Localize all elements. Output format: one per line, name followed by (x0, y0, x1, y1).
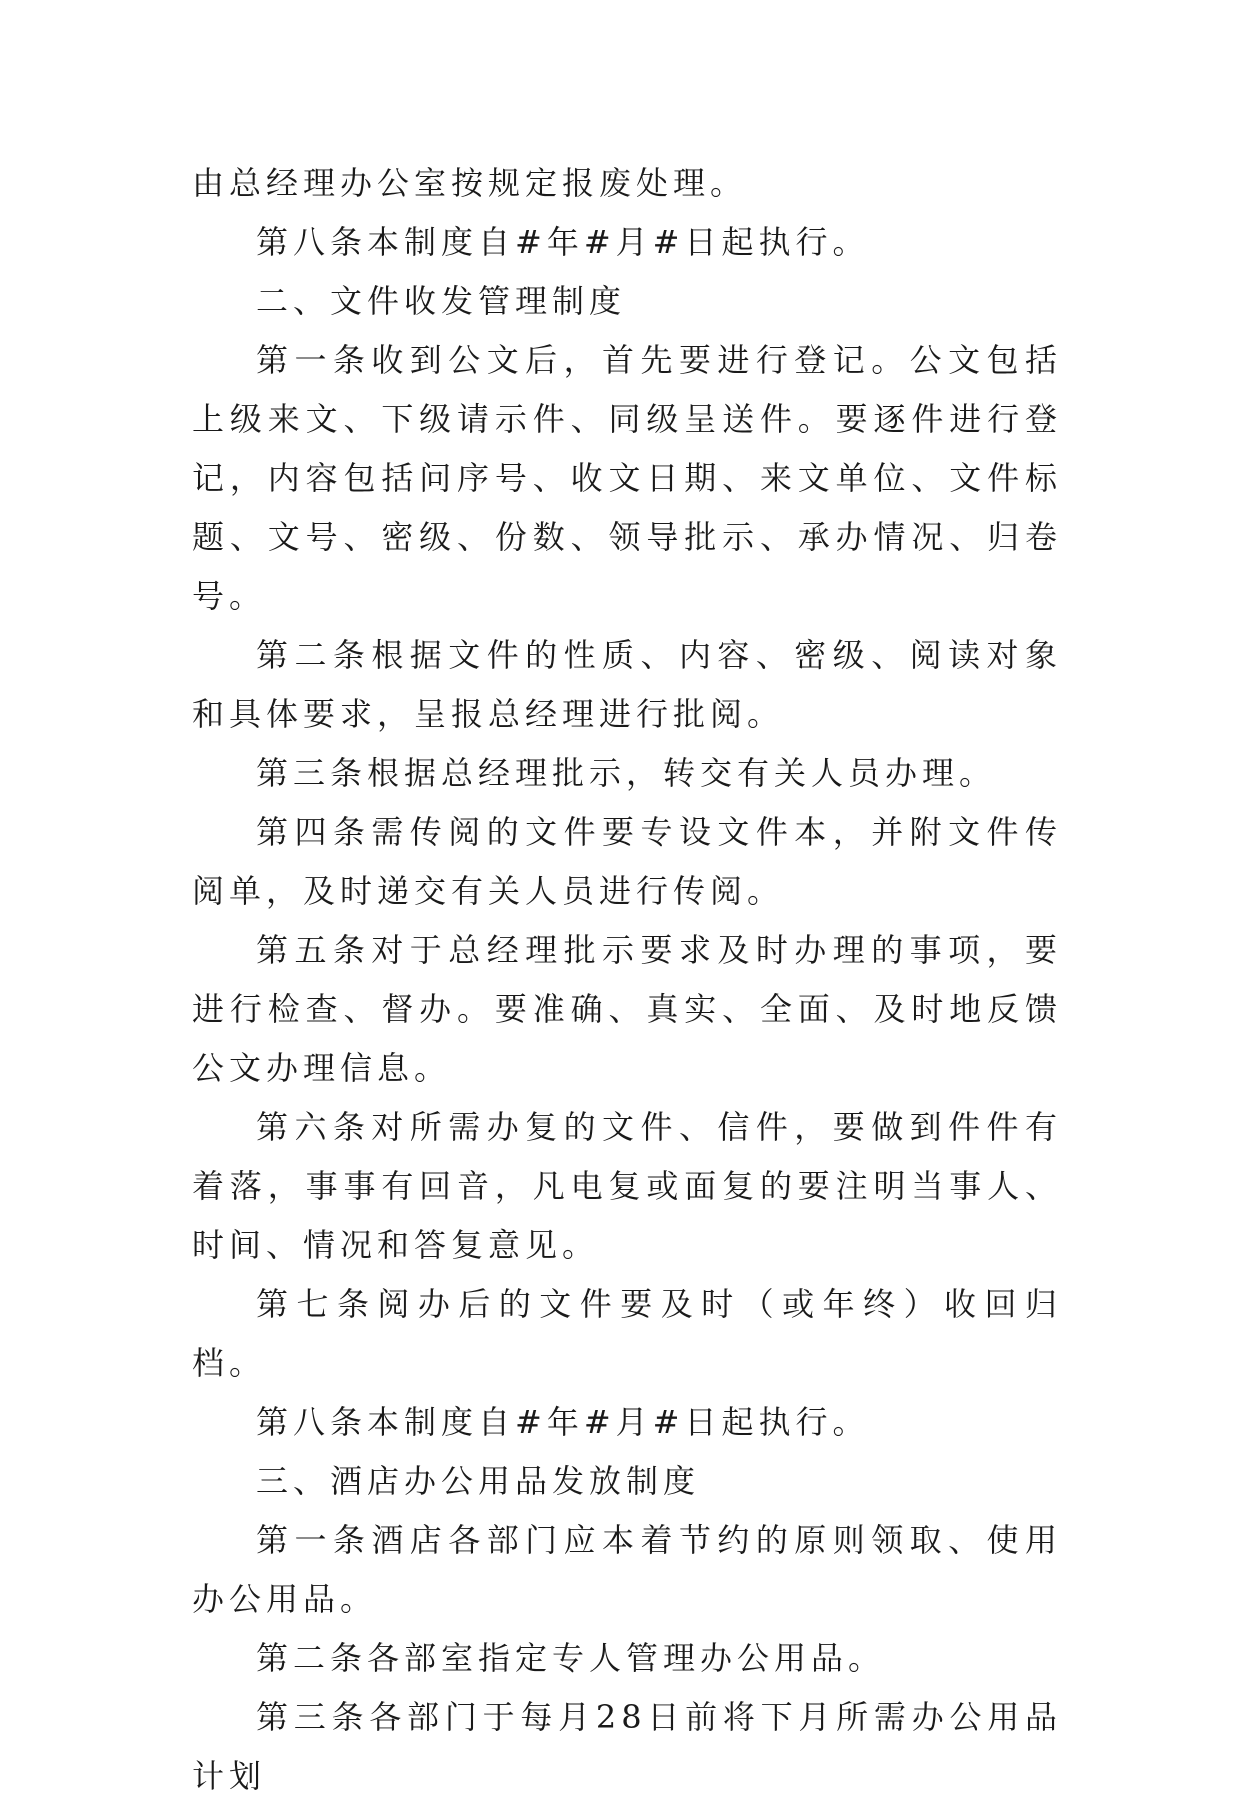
section-heading: 三、酒店办公用品发放制度 (256, 1462, 701, 1500)
paragraph: 第六条对所需办复的文件、信件，要做到件件有着落，事事有回音，凡电复或面复的要注明当事人、时间、情况和答复意见。 (192, 1108, 1062, 1264)
paragraph: 第二条各部室指定专人管理办公用品。 (256, 1639, 886, 1677)
paragraph: 第八条本制度自#年#月#日起执行。 (256, 223, 870, 261)
paragraph: 第七条阅办后的文件要及时（或年终）收回归档。 (192, 1285, 1062, 1382)
paragraph: 由总经理办公室按规定报废处理。 (192, 164, 748, 202)
paragraph: 第三条各部门于每月28日前将下月所需办公用品计划 (192, 1698, 1062, 1795)
paragraph: 第八条本制度自#年#月#日起执行。 (256, 1403, 870, 1441)
paragraph: 第一条收到公文后，首先要进行登记。公文包括上级来文、下级请示件、同级呈送件。要逐件进行登记，内容包括问序号、收文日期、来文单位、文件标题、文号、密级、份数、领导批示、承办情况、归卷号。 (192, 341, 1062, 615)
paragraph: 第四条需传阅的文件要专设文件本，并附文件传阅单，及时递交有关人员进行传阅。 (192, 813, 1062, 910)
document-body (192, 154, 1062, 1806)
paragraph: 第一条酒店各部门应本着节约的原则领取、使用办公用品。 (192, 1521, 1062, 1618)
paragraph: 第二条根据文件的性质、内容、密级、阅读对象和具体要求，呈报总经理进行批阅。 (192, 636, 1062, 733)
paragraph: 第五条对于总经理批示要求及时办理的事项，要进行检查、督办。要准确、真实、全面、及时地反馈公文办理信息。 (192, 931, 1062, 1087)
paragraph: 第三条根据总经理批示，转交有关人员办理。 (256, 754, 997, 792)
section-heading: 二、文件收发管理制度 (256, 282, 627, 320)
